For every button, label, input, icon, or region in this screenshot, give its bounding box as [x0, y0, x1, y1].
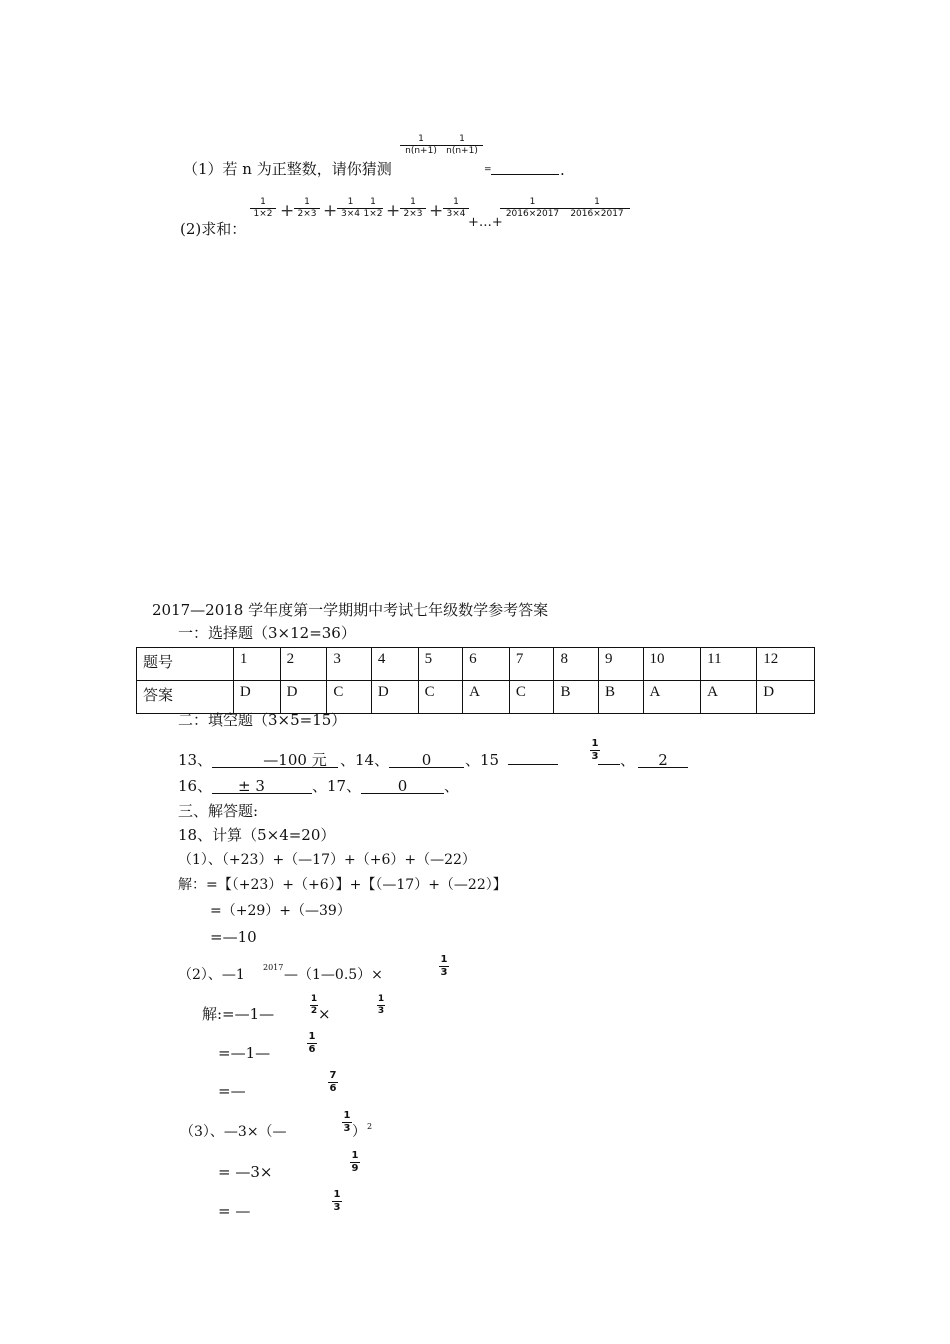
q2-f5-num: 1 — [453, 197, 459, 207]
fill-14-label: 、14、 — [340, 751, 390, 769]
table-cell: 7 — [509, 648, 554, 681]
p2-statement-a: （2）、—1 — [178, 967, 245, 983]
q2-f1-num: 1 — [260, 197, 266, 207]
table-cell: C — [418, 681, 463, 714]
answer-table — [136, 647, 815, 714]
q2-frac-3 — [337, 198, 364, 219]
table-head-answer: 答案 — [137, 681, 234, 714]
p3-step-2: = — — [218, 1202, 251, 1220]
p3-stmt-fraction — [342, 1111, 352, 1134]
table-cell: 4 — [371, 648, 418, 681]
table-row — [137, 681, 815, 714]
table-cell: 3 — [327, 648, 372, 681]
q1-fraction-a — [400, 135, 442, 156]
p3-stmt-num: 1 — [343, 1110, 351, 1121]
q1-fraction-b — [441, 135, 483, 156]
p2-s1f1-num: 1 — [310, 994, 318, 1004]
q2-f2-den: 2×3 — [297, 209, 317, 219]
table-cell: D — [233, 681, 280, 714]
q1-frac-b-num: 1 — [459, 134, 465, 144]
q2-f6-den: 2016×2017 — [505, 209, 560, 219]
q2-frac-4 — [400, 198, 426, 219]
table-cell: 9 — [598, 648, 643, 681]
q2-frac-2 — [294, 198, 320, 219]
q1-period: . — [560, 161, 565, 179]
table-cell: D — [371, 681, 418, 714]
p2-s1f2-den: 3 — [377, 1006, 385, 1016]
q18-title: 18、计算（5×4=20） — [178, 826, 336, 844]
p1-step-1: 解：=【（+23）+（+6）】+【（—17）+（—22）】 — [178, 877, 507, 893]
fill-15b-value: 2 — [658, 751, 668, 769]
fill-16-answer — [212, 776, 312, 794]
q2-f4-num: 1 — [410, 197, 416, 207]
answer-title: 2017—2018 学年度第一学期期中考试七年级数学参考答案 — [152, 601, 549, 619]
p2-stmt-fraction — [439, 955, 449, 978]
table-cell: A — [643, 681, 701, 714]
p3-s1f-num: 1 — [351, 1150, 359, 1161]
q1-equals: = — [484, 165, 492, 175]
p3-step1-frac — [350, 1151, 360, 1174]
fill-16-label: 16、 — [178, 777, 213, 795]
table-cell: B — [598, 681, 643, 714]
q2-frac-7 — [564, 198, 630, 219]
q2-f7-den: 2016×2017 — [570, 209, 624, 219]
fill-17-end: 、 — [444, 777, 460, 795]
p2-s2f-den: 6 — [308, 1044, 316, 1055]
fill-14-answer — [389, 750, 464, 768]
p2-step1-frac-2 — [377, 995, 385, 1016]
p2-exponent: 2017 — [263, 963, 284, 972]
p3-step-1: = —3× — [218, 1163, 273, 1181]
fill-15-underline — [598, 750, 620, 765]
q1-label: （1）若 n 为正整数，请你猜测 — [183, 160, 392, 178]
p2-s1f1-den: 2 — [310, 1006, 318, 1016]
table-cell: 2 — [280, 648, 327, 681]
table-cell: D — [280, 681, 327, 714]
p1-step-3: =—10 — [210, 928, 257, 946]
q2-frac-5 — [443, 198, 469, 219]
p2-step2-frac — [307, 1032, 317, 1055]
table-cell: A — [701, 681, 757, 714]
q2-f7-num: 1 — [594, 197, 600, 207]
p3-step2-frac — [332, 1190, 342, 1213]
q2-f5-den: 3×4 — [446, 209, 466, 219]
p3-statement-b: ） — [352, 1124, 366, 1140]
p2-s2f-num: 1 — [308, 1031, 316, 1042]
p2-step1-frac-1 — [310, 995, 318, 1016]
table-cell: 1 — [233, 648, 280, 681]
fill-13-label: 13、 — [178, 751, 213, 769]
p2-step-2: =—1— — [218, 1044, 271, 1062]
q2-f3-den: 3×4 — [341, 209, 360, 219]
fill-13-answer — [212, 750, 338, 768]
q2-frac-3b — [363, 198, 383, 219]
q2-plus-2: + — [323, 201, 338, 221]
q2-f1-den: 1×2 — [253, 209, 273, 219]
q2-plus-1: + — [280, 201, 295, 221]
table-cell: 12 — [757, 648, 815, 681]
table-cell: C — [509, 681, 554, 714]
p3-s1f-den: 9 — [351, 1163, 359, 1174]
fill-16-value: ± 3 — [238, 777, 265, 795]
p2-s1f2-num: 1 — [377, 994, 385, 1004]
p2-s3f-num: 7 — [329, 1070, 337, 1081]
table-row — [137, 648, 815, 681]
section-solve: 三、解答题: — [178, 802, 259, 820]
q2-frac-6 — [500, 198, 565, 219]
fill-13-value: —100 元 — [263, 751, 327, 769]
fill-14-value: 0 — [421, 751, 432, 769]
q2-plus-4: + — [429, 201, 444, 221]
p2-step3-frac — [328, 1071, 338, 1094]
p3-s2f-den: 3 — [333, 1202, 341, 1213]
q2-f4-den: 2×3 — [403, 209, 423, 219]
p2-step1-times: × — [318, 1005, 331, 1023]
table-cell: B — [554, 681, 599, 714]
q2-f6-num: 1 — [529, 197, 536, 207]
section-choice: 一：选择题（3×12=36） — [178, 624, 356, 642]
p2-step-3: =— — [218, 1082, 246, 1100]
q1-answer-blank — [491, 160, 559, 175]
fill-15-label: 、15 — [465, 751, 500, 769]
p2-stmt-den: 3 — [440, 967, 448, 978]
p2-stmt-num: 1 — [440, 954, 448, 965]
q2-ellipsis: +…+ — [468, 215, 503, 230]
p3-stmt-den: 3 — [343, 1123, 351, 1134]
fill-15-den: 3 — [591, 751, 599, 762]
table-cell: 6 — [463, 648, 510, 681]
table-cell: 10 — [643, 648, 701, 681]
q2-f3b-num: 1 — [370, 197, 376, 207]
fill-15-sep: 、 — [620, 751, 636, 769]
q2-frac-1 — [250, 198, 276, 219]
q2-f2-num: 1 — [304, 197, 310, 207]
fill-17-answer — [361, 776, 444, 794]
q1-frac-a-den: n(n+1) — [405, 146, 437, 156]
fill-17-value: 0 — [397, 777, 408, 795]
table-cell: 8 — [554, 648, 599, 681]
p3-statement-a: （3）、—3×（— — [180, 1124, 287, 1140]
p3-s2f-num: 1 — [333, 1189, 341, 1200]
q2-f3-num: 1 — [347, 197, 354, 207]
p2-step-1: 解:=—1— — [202, 1005, 275, 1023]
section-fill: 二：填空题（3×5=15） — [178, 711, 347, 729]
table-cell: A — [463, 681, 510, 714]
p3-exponent: 2 — [367, 1122, 373, 1131]
fill-15b-answer — [638, 750, 688, 768]
q2-plus-3: + — [386, 201, 401, 221]
fill-15-num: 1 — [591, 738, 599, 749]
p2-statement-b: —（1—0.5）× — [284, 967, 383, 983]
table-head-number: 题号 — [137, 648, 234, 681]
p1-step-2: =（+29）+（—39） — [210, 903, 351, 919]
p1-statement: （1）、（+23）+（—17）+（+6）+（—22） — [178, 852, 476, 868]
q2-label: (2)求和： — [180, 220, 247, 238]
table-cell: C — [327, 681, 372, 714]
table-cell: D — [757, 681, 815, 714]
table-cell: 11 — [701, 648, 757, 681]
p2-s3f-den: 6 — [329, 1083, 337, 1094]
fill-15-blank — [508, 750, 558, 765]
q1-frac-a-num: 1 — [418, 134, 424, 144]
fill-17-label: 、17、 — [312, 777, 362, 795]
q1-frac-b-den: n(n+1) — [446, 146, 478, 156]
table-cell: 5 — [418, 648, 463, 681]
q2-f3b-den: 1×2 — [363, 209, 383, 219]
